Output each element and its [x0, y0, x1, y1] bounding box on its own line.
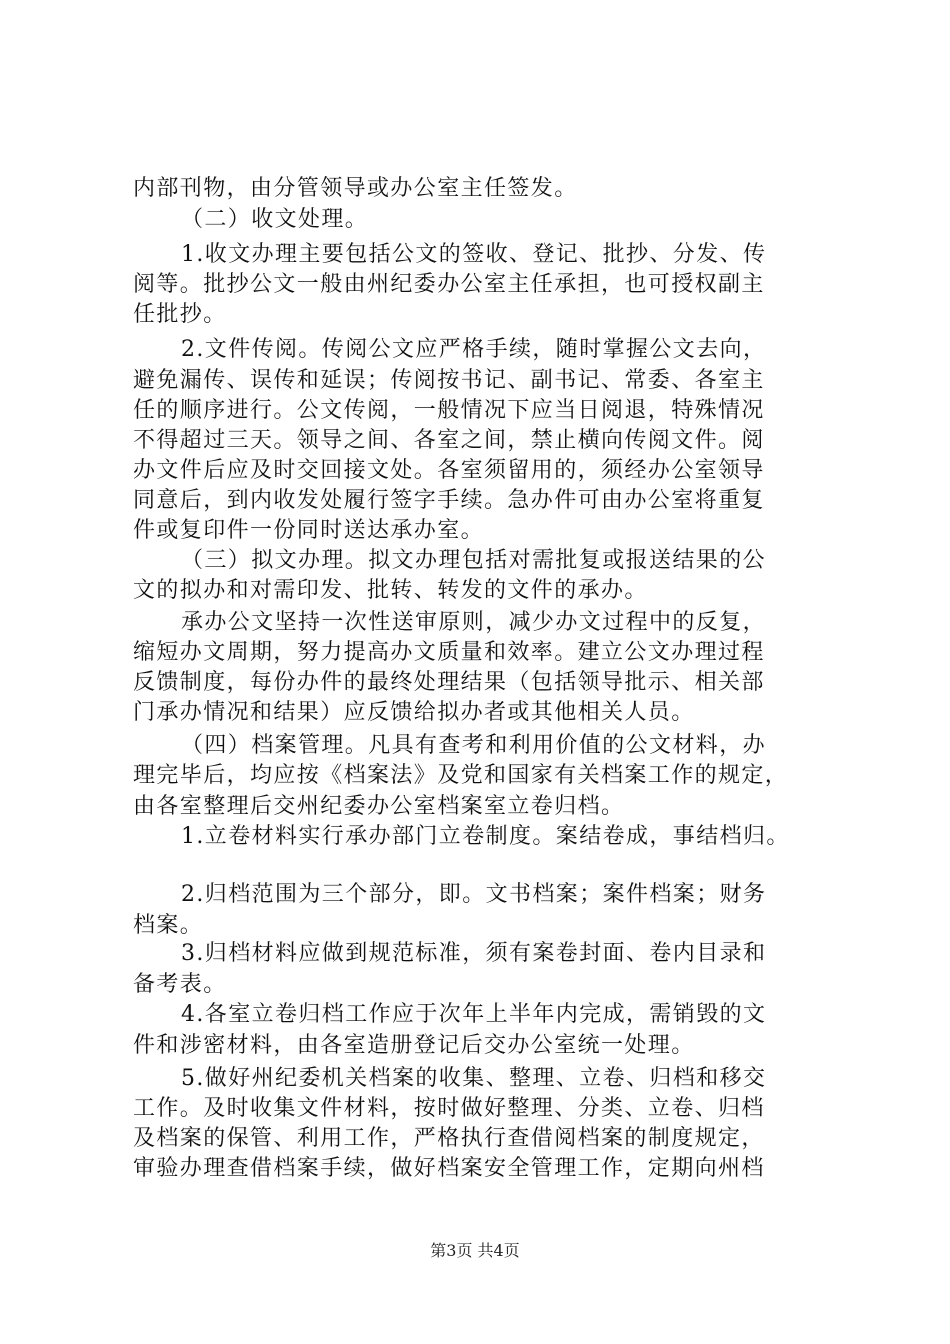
paragraph-line: 由各室整理后交州纪委办公室档案室立卷归档。 [133, 794, 625, 819]
paragraph-line: 审验办理查借档案手续，做好档案安全管理工作，定期向州档 [133, 1156, 765, 1181]
paragraph-line: 2.文件传阅。传阅公文应严格手续，随时掌握公文去向， [181, 337, 767, 362]
paragraph-line: 1.收文办理主要包括公文的签收、登记、批抄、分发、传 [181, 242, 767, 267]
paragraph-line: 承办公文坚持一次性送审原则，减少办文过程中的反复， [181, 610, 767, 635]
section-heading: （三）拟文办理。拟文办理包括对需批复或报送结果的公 [181, 548, 767, 573]
paragraph-line: 办文件后应及时交回接文处。各室须留用的，须经办公室领导 [133, 458, 765, 483]
paragraph-line: 1.立卷材料实行承办部门立卷制度。案结卷成，事结档归。 [181, 824, 790, 849]
paragraph-line: 2.归档范围为三个部分，即。文书档案；案件档案；财务 [181, 882, 767, 907]
paragraph-line: 及档案的保管、利用工作，严格执行查借阅档案的制度规定， [133, 1126, 765, 1151]
paragraph-line: 工作。及时收集文件材料，按时做好整理、分类、立卷、归档 [133, 1096, 765, 1121]
section-heading: （二）收文处理。 [181, 207, 369, 232]
paragraph-line: 件和涉密材料，由各室造册登记后交办公室统一处理。 [133, 1033, 695, 1058]
paragraph-line: 阅等。批抄公文一般由州纪委办公室主任承担，也可授权副主 [133, 272, 765, 297]
paragraph-line: 同意后，到内收发处履行签字手续。急办件可由办公室将重复 [133, 488, 765, 513]
paragraph-line: 反馈制度，每份办件的最终处理结果（包括领导批示、相关部 [133, 670, 765, 695]
paragraph-line: 不得超过三天。领导之间、各室之间，禁止横向传阅文件。阅 [133, 428, 765, 453]
paragraph-line: 任的顺序进行。公文传阅，一般情况下应当日阅退，特殊情况 [133, 398, 765, 423]
paragraph-line: 文的拟办和对需印发、批转、转发的文件的承办。 [133, 578, 648, 603]
paragraph-line: 缩短办文周期，努力提高办文质量和效率。建立公文办理过程 [133, 640, 765, 665]
paragraph-line: 5.做好州纪委机关档案的收集、整理、立卷、归档和移交 [181, 1066, 767, 1091]
paragraph-line: 备考表。 [133, 972, 227, 997]
paragraph-line: 避免漏传、误传和延误；传阅按书记、副书记、常委、各室主 [133, 368, 765, 393]
paragraph-line: 理完毕后，均应按《档案法》及党和国家有关档案工作的规定， [133, 763, 789, 788]
paragraph-line: 4.各室立卷归档工作应于次年上半年内完成，需销毁的文 [181, 1002, 767, 1027]
paragraph-line: 件或复印件一份同时送达承办室。 [133, 518, 485, 543]
section-heading: （四）档案管理。凡具有查考和利用价值的公文材料，办 [181, 733, 767, 758]
page-number-footer: 第3页 共4页 [430, 1241, 520, 1260]
paragraph-line: 任批抄。 [133, 302, 227, 327]
paragraph-line: 门承办情况和结果）应反馈给拟办者或其他相关人员。 [133, 700, 695, 725]
paragraph-line: 3.归档材料应做到规范标准，须有案卷封面、卷内目录和 [181, 941, 767, 966]
paragraph-line: 档案。 [133, 913, 204, 938]
paragraph-line: 内部刊物，由分管领导或办公室主任签发。 [133, 176, 578, 201]
